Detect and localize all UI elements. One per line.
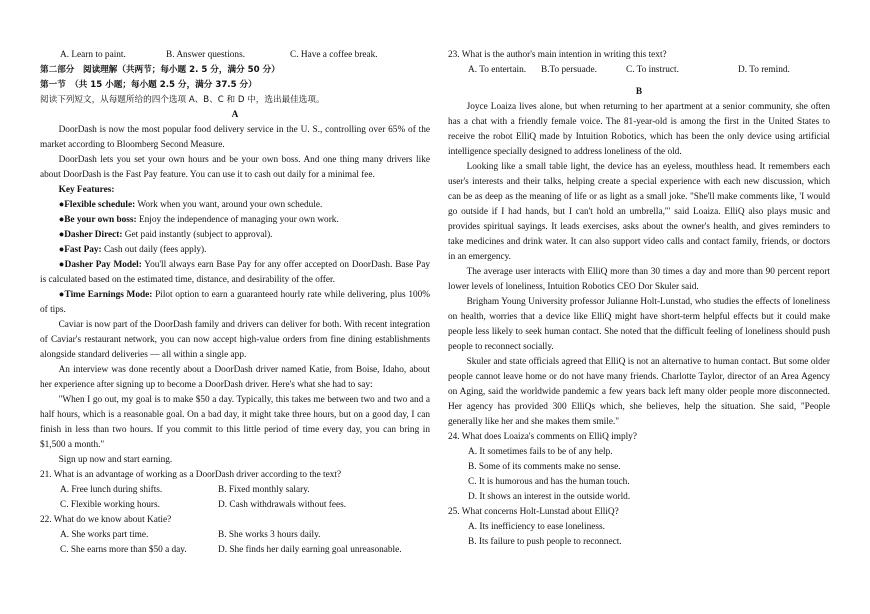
feature-text: Enjoy the independence of managing your own work. xyxy=(136,215,339,225)
option: A. Free lunch during shifts. xyxy=(60,485,163,495)
q20-options xyxy=(40,48,430,63)
feature-label: ●Fast Pay: xyxy=(58,245,102,255)
paragraph: DoorDash is now the most popular food delivery service in the U. S., controlling over 65% of the market according to Bloomberg Second Measure. xyxy=(40,125,430,150)
paragraph: Skuler and state officials agreed that ElliQ is not an alternative to human contact. But some older people cannot leave home or do not have many friends. Charlotte Taylor, director of an Area Agency on Aging, said the worldwide pandemic a few years back left many older people more disconnected. Her agency has provided 300 ElliQs which, she believes, help the situation. She said, "People generally like her and she makes them smile." xyxy=(448,357,830,427)
part2-header: 第二部分 阅读理解（共两节；每小题 2. 5 分，满分 50 分） xyxy=(40,65,280,75)
option: A. Learn to paint. xyxy=(60,50,126,60)
q23-options xyxy=(448,63,830,78)
feature-item xyxy=(40,213,430,228)
option: C. It is humorous and has the human touch. xyxy=(468,477,630,487)
feature-text: Work when you want, around your own schedule. xyxy=(135,200,323,210)
option: B. Some of its comments make no sense. xyxy=(468,462,621,472)
paragraph: The average user interacts with ElliQ more than 30 times a day and more than 90 percent report lower levels of loneliness, Intuition Robotics CEO Dor Skuler said. xyxy=(448,267,830,292)
question-21: 21. What is an advantage of working as a DoorDash driver according to the text? xyxy=(40,470,342,480)
q24-options xyxy=(448,445,830,505)
option: D. It shows an interest in the outside world. xyxy=(468,492,631,502)
option: A. It sometimes fails to be of any help. xyxy=(468,447,613,457)
feature-text: Get paid instantly (subject to approval). xyxy=(122,230,273,240)
option: C. Flexible working hours. xyxy=(60,500,160,510)
option: D. Cash withdrawals without fees. xyxy=(218,500,347,510)
feature-label: ●Time Earnings Mode: xyxy=(58,290,153,300)
instruction: 阅读下列短文，从每题所给的四个选项 A、B、C 和 D 中，选出最佳选项。 xyxy=(40,95,325,105)
feature-label: ●Dasher Pay Model: xyxy=(58,260,142,270)
feature-item xyxy=(40,228,430,243)
key-features-heading: Key Features: xyxy=(58,185,115,195)
option: A. She works part time. xyxy=(60,530,149,540)
option: C. Have a coffee break. xyxy=(290,50,378,60)
feature-item xyxy=(40,288,430,318)
section1-header: 第一节 （共 15 小题；每小题 2.5 分，满分 37.5 分） xyxy=(40,80,257,90)
q21-options xyxy=(40,483,430,513)
question-24: 24. What does Loaiza's comments on ElliQ imply? xyxy=(448,432,637,442)
signup-line: Sign up now and start earning. xyxy=(58,455,173,465)
paragraph: Joyce Loaiza lives alone, but when returning to her apartment at a senior community, she often has a chat with a friendly female voice. The 81-year-old is among the first in the United States to receive the robot ElliQ made by Intuition Robotics, which has been the only device using artificial intelligence specially designed to address loneliness of the old. xyxy=(448,102,830,157)
option: C. She earns more than $50 a day. xyxy=(60,545,187,555)
feature-label: ●Be your own boss: xyxy=(58,215,137,225)
feature-text: Pilot option to earn a guaranteed hourly rate while delivering, plus 100% of tips. xyxy=(40,290,431,315)
q25-options xyxy=(448,520,830,550)
option: B. Answer questions. xyxy=(166,50,246,60)
paragraph: DoorDash lets you set your own hours and be your own boss. And one thing many drivers like about DoorDash is the Fast Pay feature. You can use it to cash out daily for a minimal fee. xyxy=(40,155,430,180)
question-25: 25. What concerns Holt-Lunstad about ElliQ? xyxy=(448,507,619,517)
option: D. To remind. xyxy=(738,65,790,75)
feature-item xyxy=(40,258,430,288)
option: B. Fixed monthly salary. xyxy=(218,485,310,495)
feature-text: Cash out daily (fees apply). xyxy=(101,245,207,255)
feature-label: ●Dasher Direct: xyxy=(58,230,123,240)
paragraph: Caviar is now part of the DoorDash family and drivers can deliver for both. With recent integration of Caviar's restaurant network, you can now accept high-value orders from fine dining establishments alongside standard deliveries — all within a single app. xyxy=(40,320,430,360)
feature-item xyxy=(40,198,430,213)
option: B. She works 3 hours daily. xyxy=(218,530,321,540)
katie-quote: "When I go out, my goal is to make $50 a day. Typically, this takes me between two and two and a half hours, which is a reasonable goal. On a bad day, it might take three hours, but on a good day, I can finish in less than two hours. If you commit to this little period of time every day, you can bring in $1,500 a month." xyxy=(40,395,430,450)
feature-item xyxy=(40,243,430,258)
option: B. Its failure to push people to reconnect. xyxy=(468,537,622,547)
option: A. Its inefficiency to ease loneliness. xyxy=(468,522,605,532)
left-column xyxy=(40,48,430,558)
paragraph: Looking like a small table light, the device has an eyeless, mouthless head. It remembers each user's interests and their talks, helping create a special experience with each new discussion, which can be as deep as the meaning of life or as light as a small joke. "She'll make comments like, 'I would go outside if I had hands, but I can't hold an umbrella,'" said Loaiza. ElliQ also plays music and provides spiritual sayings. It leads exercises, asks about the owner's health, and gives reminders to take medicines and drink water. It can also support video calls and contact family, friends, or doctors in an emergency. xyxy=(448,162,830,262)
question-23: 23. What is the author's main intention in writing this text? xyxy=(448,50,667,60)
q22-options xyxy=(40,528,430,558)
paragraph: An interview was done recently about a DoorDash driver named Katie, from Boise, Idaho, about her experience after signing up to become a DoorDash driver. Here's what she had to say: xyxy=(40,365,430,390)
passage-b-title: B xyxy=(635,87,643,97)
option: A. To entertain. xyxy=(468,65,527,75)
question-22: 22. What do we know about Katie? xyxy=(40,515,172,525)
feature-label: ●Flexible schedule: xyxy=(58,200,136,210)
option: D. She finds her daily earning goal unreasonable. xyxy=(218,545,402,555)
right-column xyxy=(448,48,830,550)
passage-a-title: A xyxy=(231,110,239,120)
option: B.To persuade. xyxy=(541,65,597,75)
paragraph: Brigham Young University professor Julianne Holt-Lunstad, who studies the effects of loneliness on health, worries that a device like ElliQ might have short-term helpful effects but it could make people less likely to seek human contact. She noted that the difficult feeling of loneliness should push people to reconnect socially. xyxy=(448,297,830,352)
feature-text: You'll always earn Base Pay for any offer accepted on DoorDash. Base Pay is calculated based on the estimated time, distance, and desirability of the offer. xyxy=(40,260,430,285)
option: C. To instruct. xyxy=(626,65,679,75)
